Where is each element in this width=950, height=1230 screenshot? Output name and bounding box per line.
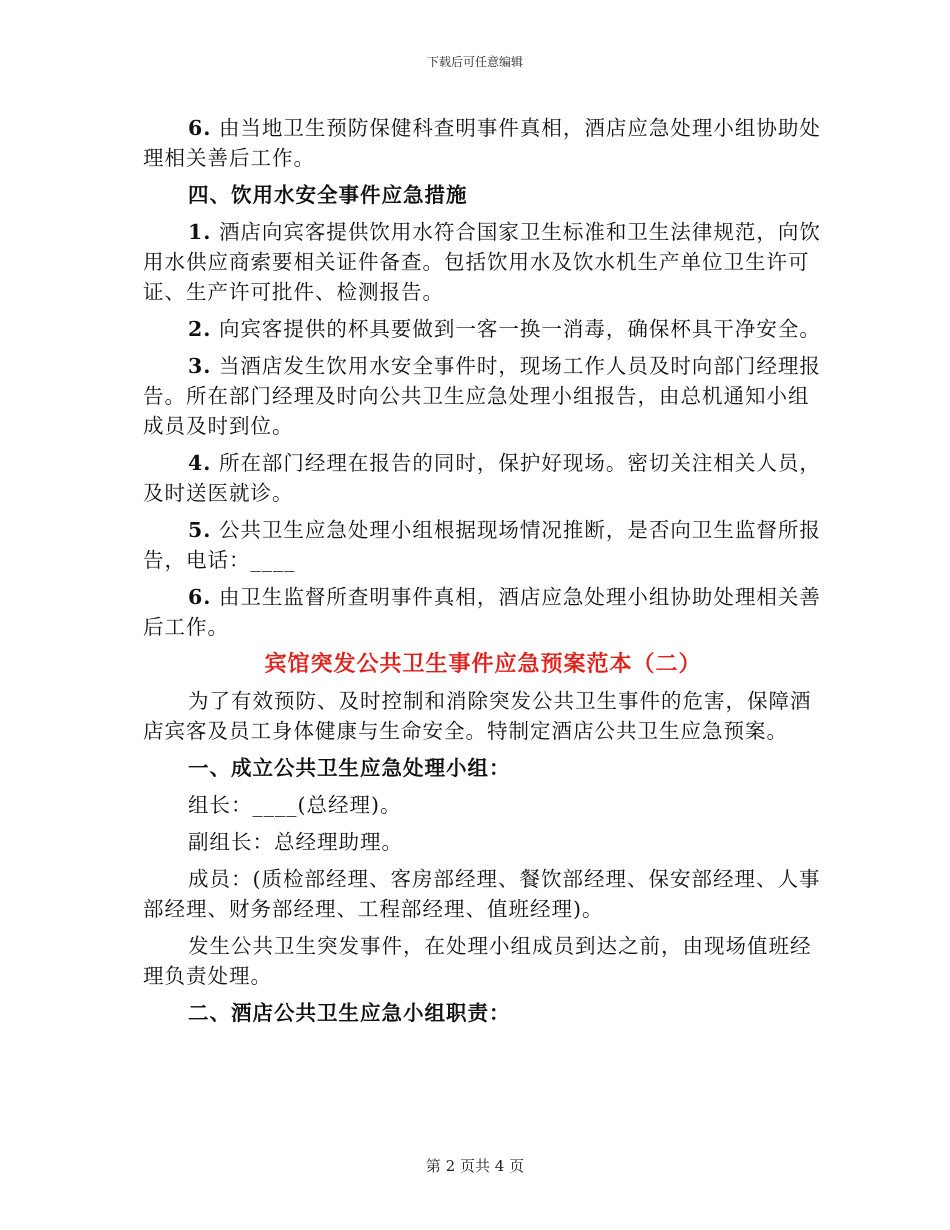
paragraph-number: 6. <box>188 116 212 140</box>
body-paragraph <box>143 582 823 642</box>
paragraph-text: 由卫生监督所查明事件真相，酒店应急处理小组协助处理相关善后工作。 <box>143 585 821 639</box>
paragraph-text: 酒店向宾客提供饮用水符合国家卫生标准和卫生法律规范，向饮用水供应商索要相关证件备查。包括饮用水及饮水机生产单位卫生许可证、生产许可批件、检测报告。 <box>143 220 821 304</box>
body-paragraph <box>143 351 823 441</box>
body-paragraph <box>143 217 823 307</box>
body-paragraph <box>143 113 823 173</box>
paragraph-text: 组长：____(总经理)。 <box>188 793 402 817</box>
document-body <box>143 113 823 1035</box>
section-heading: 四、饮用水安全事件应急措施 <box>188 183 468 207</box>
body-paragraph <box>143 864 823 924</box>
document-title: 宾馆突发公共卫生事件应急预案范本（二） <box>264 651 702 677</box>
section-part1 <box>143 113 823 642</box>
paragraph-text: 发生公共卫生突发事件，在处理小组成员到达之前，由现场值班经理负责处理。 <box>143 934 812 988</box>
paragraph-text: 为了有效预防、及时控制和消除突发公共卫生事件的危害，保障酒店宾客及员工身体健康与生命安全。特制定酒店公共卫生应急预案。 <box>143 689 812 743</box>
section-heading: 二、酒店公共卫生应急小组职责： <box>188 1001 511 1025</box>
section-heading: 一、成立公共卫生应急处理小组： <box>188 756 511 780</box>
body-paragraph <box>143 931 823 991</box>
section-part2 <box>143 686 823 1028</box>
body-paragraph <box>143 790 823 820</box>
body-paragraph <box>143 686 823 746</box>
body-paragraph <box>143 827 823 857</box>
paragraph-text: 成员：(质检部经理、客房部经理、餐饮部经理、保安部经理、人事部经理、财务部经理、工程部经理、值班经理)。 <box>143 867 821 921</box>
paragraph-number: 2. <box>188 317 212 341</box>
paragraph-text: 副组长：总经理助理。 <box>188 830 403 854</box>
paragraph-number: 3. <box>188 354 212 378</box>
paragraph-text: 由当地卫生预防保健科查明事件真相，酒店应急处理小组协助处理相关善后工作。 <box>143 116 821 170</box>
paragraph-text: 向宾客提供的杯具要做到一客一换一消毒，确保杯具干净安全。 <box>218 317 821 341</box>
page-header: 下载后可任意编辑 <box>426 55 523 69</box>
paragraph-number: 5. <box>188 518 212 542</box>
paragraph-number: 1. <box>188 220 212 244</box>
body-paragraph <box>143 314 823 344</box>
paragraph-text: 公共卫生应急处理小组根据现场情况推断，是否向卫生监督所报告，电话：____ <box>143 518 821 572</box>
paragraph-number: 4. <box>188 451 212 475</box>
body-paragraph <box>143 515 823 575</box>
paragraph-number: 6. <box>188 585 212 609</box>
page-footer: 第 2 页共 4 页 <box>425 1157 525 1175</box>
paragraph-text: 当酒店发生饮用水安全事件时，现场工作人员及时向部门经理报告。所在部门经理及时向公共卫生应急处理小组报告，由总机通知小组成员及时到位。 <box>143 354 821 438</box>
body-paragraph <box>143 448 823 508</box>
paragraph-text: 所在部门经理在报告的同时，保护好现场。密切关注相关人员，及时送医就诊。 <box>143 451 821 505</box>
